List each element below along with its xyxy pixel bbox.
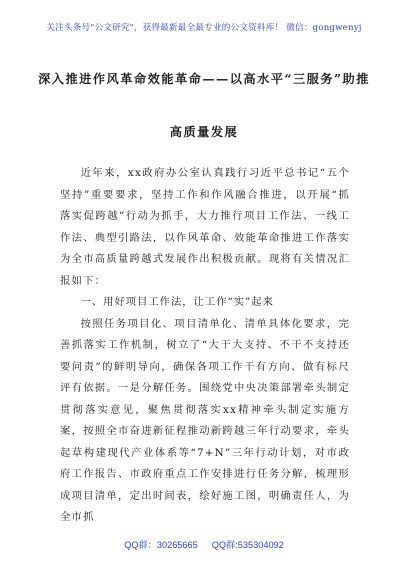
header-banner: 关注头条号"公文研究"，获得最新最全最专业的公文资料库！ 微信：gongwenyj: [46, 23, 362, 33]
body-paragraph: 按照任务项目化、项目清单化、清单具体化要求，完善抓落实工作机制，树立了“大干大支持、不干不支持还要问责”的鲜明导向，确保各项工作干有方向、做有标尺评有依据。一是分解任务。围绕党中央决策部署牵头制定贯彻落实意见，聚焦贯彻落实xx精神牵头制定实施方案，按照全市奋进新征程推动新跨越三年行动要求，牵头起草构建现代产业体系等“7+N”三年行动计划，对市政府工作报告、市政府重点工作安排进行任务分解，梳理形成项目清单，定出时间表，绘好施工图，明确责任人，为全市抓: [60, 317, 350, 523]
footer-qq-groups: [0, 537, 408, 551]
intro-paragraph: 近年来，xx政府办公室认真践行习近平总书记“五个坚持”重要要求，坚持工作和作风融合推进，以开展“抓落实促跨越”行动为抓手，大力推行项目工作法、一线工作法、典型引路法，以作风革命、效能革命推进工作落实为全市高质量跨越式发展作出积极贡献。现将有关情况汇报如下：: [60, 167, 350, 287]
footer-qq-group-2: QQ群:535304092: [211, 540, 284, 550]
footer-qq-group-1: QQ群：30265665: [124, 540, 198, 550]
document-title-line-1: 深入推进作风革命效能革命——以高水平“三服务”助推: [38, 72, 370, 86]
document-title-line-2: 高质量发展: [169, 125, 239, 139]
section-heading-1: 一、用好项目工作法，让工作“实”起来: [80, 296, 274, 308]
document-body: [60, 163, 350, 529]
